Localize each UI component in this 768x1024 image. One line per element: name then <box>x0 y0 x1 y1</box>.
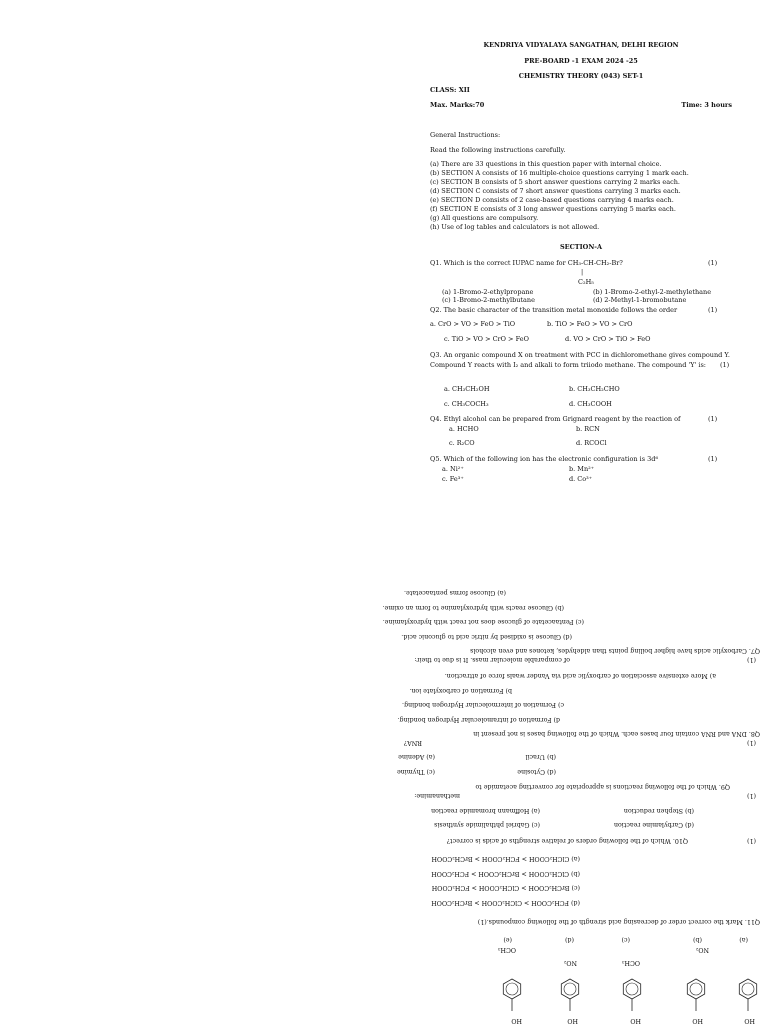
q1-mark: (1) <box>708 259 718 267</box>
compound-substituent: OCH₃ <box>498 946 516 953</box>
q6-option-a: (a) Glucose forms pentaacetate. <box>403 589 506 596</box>
q3-line1: Q3. An organic compound X on treatment with PCC in dichloromethane gives compound Y. <box>430 351 730 359</box>
q6-option-b: (b) Glucose reacts with hydroxylamine to form an oxime. <box>382 604 564 611</box>
instruction-item: (e) SECTION D consists of 2 case-based questions carrying 4 marks each. <box>430 196 674 204</box>
instruction-item: (d) SECTION C consists of 7 short answer questions carrying 3 marks each. <box>430 187 681 195</box>
aromatic-circle <box>626 983 638 995</box>
instruction-item: (h) Use of log tables and calculators is not allowed. <box>430 223 600 231</box>
q4-option-a: a. HCHO <box>449 425 479 433</box>
q10-option-c: (c) BrCH₂COOH > ClCH₂COOH > FCH₂COOH <box>431 884 580 891</box>
q1-option-b: (b) 1-Bromo-2-ethyl-2-methylethane <box>593 288 712 296</box>
q4-mark: (1) <box>708 415 718 423</box>
compound-substituent: NO₂ <box>695 946 709 953</box>
q5-option-a: a. Ni²⁺ <box>442 465 464 473</box>
q5-text: Q5. Which of the following ion has the electronic configuration is 3d⁶ <box>430 455 659 463</box>
q2-option-d: d. VO > CrO > TiO > FeO <box>565 335 651 343</box>
q1-option-c: (c) 1-Bromo-2-methylbutane <box>442 296 535 304</box>
instruction-item: (g) All questions are compulsory. <box>430 214 539 222</box>
aromatic-circle <box>564 983 576 995</box>
q9-line2: methanamine: <box>414 792 460 799</box>
q10-text: Q10. Which of the following orders of relative strengths of acids is correct? <box>446 837 688 844</box>
q9-option-a: (a) Hoffmann bromamide reaction <box>431 807 540 814</box>
aromatic-circle <box>742 983 754 995</box>
time-allowed: Time: 3 hours <box>681 101 732 109</box>
aromatic-circle <box>690 983 702 995</box>
compound-oh: HO <box>744 1017 755 1024</box>
instruction-item: (a) There are 33 questions in this question paper with internal choice. <box>430 160 662 168</box>
compound-oh: HO <box>567 1017 578 1024</box>
compound-label: (b) <box>693 936 702 943</box>
instructions-title: General Instructions: <box>430 131 501 139</box>
aromatic-circle <box>506 983 518 995</box>
q5-option-b: b. Mn²⁺ <box>569 465 595 473</box>
q10-option-b: (b) ClCH₂COOH > BrCH₂COOH > FCH₂COOH <box>431 870 580 877</box>
q8-mark: (1) <box>747 739 756 746</box>
q7-option-c: c) Formation of intermolecular Hydrogen bonding. <box>402 701 564 708</box>
q7-line1: Q7. Carboxylic acids have higher boiling points than aldehydes, ketones and even alcohols <box>470 647 760 654</box>
q8-option-a: (a) Adenine <box>398 753 435 760</box>
q1-option-a: (a) 1-Bromo-2-ethylpropane <box>442 288 534 296</box>
paper-title: CHEMISTRY THEORY (043) SET-1 <box>518 72 644 80</box>
q2-option-b: b. TiO > FeO > VO > CrO <box>547 320 633 328</box>
q4-option-b: b. RCN <box>576 425 600 433</box>
instruction-item: (b) SECTION A consists of 16 multiple-choice questions carrying 1 mark each. <box>430 169 689 177</box>
q9-option-c: (c) Gabriel phthalimide synthesis <box>434 821 540 828</box>
q5-option-d: d. Co³⁺ <box>569 475 593 483</box>
q3-option-c: c. CH₃COCH₃ <box>444 400 489 408</box>
q2-mark: (1) <box>708 306 718 314</box>
q7-option-d: d) Formation of intramolecular Hydrogen bonding. <box>397 716 560 723</box>
q6-option-c: (c) Pentaacetate of glucose does not react with hydroxylamine. <box>382 618 584 625</box>
q9-option-d: (d) Carbylamine reaction <box>613 821 694 828</box>
q3-option-a: a. CH₃CH₂OH <box>444 385 490 393</box>
section-a-heading: SECTION-A <box>559 243 603 251</box>
q6-option-d: (d) Glucose is oxidised by nitric acid to gluconic acid. <box>401 633 572 640</box>
compound-label: (e) <box>503 936 512 943</box>
q2-option-a: a. CrO > VO > FeO > TiO <box>430 320 516 328</box>
q1-text: Q1. Which is the correct IUPAC name for CH₃-CH-CH₂-Br? <box>430 259 623 267</box>
q10-mark: (1) <box>747 837 756 844</box>
org-title: KENDRIYA VIDYALAYA SANGATHAN, DELHI REGION <box>483 41 679 49</box>
compound-oh: HO <box>630 1017 641 1024</box>
q3-line2: Compound Y reacts with I₂ and alkali to form triiodo methane. The compound 'Y' is: <box>430 361 706 369</box>
q4-option-d: d. RCOCl <box>576 439 607 447</box>
class-label: CLASS: XII <box>430 86 470 94</box>
q7-line2: of comparable molecular mass. It is due to their: <box>414 656 570 663</box>
compound-oh: HO <box>692 1017 703 1024</box>
q9-mark: (1) <box>747 792 756 799</box>
q10-option-a: (a) ClCH₂COOH > FCH₂COOH > BrCH₂COOH <box>431 855 580 862</box>
q8-line1: Q8. DNA and RNA contain four bases each. Which of the following bases is not present in <box>473 730 760 737</box>
q7-option-a: a) More extensive association of carboxylic acid via Vander waals force of attraction. <box>444 672 716 679</box>
q3-option-b: b. CH₃CH₂CHO <box>569 385 620 393</box>
q1-option-d: (d) 2-Methyl-1-bromobutane <box>593 296 687 304</box>
q1-branch-bar: | <box>581 268 584 276</box>
q3-mark: (1) <box>720 361 730 369</box>
q8-option-b: (b) Uracil <box>525 753 556 760</box>
q2-text: Q2. The basic character of the transition metal monoxide follows the order <box>430 306 678 314</box>
exam-title: PRE-BOARD -1 EXAM 2024 -25 <box>524 57 638 65</box>
q8-line2: RNA? <box>403 739 422 746</box>
q4-text: Q4. Ethyl alcohol can be prepared from Grignard reagent by the reaction of <box>430 415 681 423</box>
compound-substituent: NO₂ <box>563 959 577 966</box>
q4-option-c: c. R₂CO <box>449 439 475 447</box>
compound-substituent: OCH₃ <box>622 959 640 966</box>
q8-option-d: (d) Cytosine <box>517 768 556 775</box>
instruction-item: (c) SECTION B consists of 5 short answer questions carrying 2 marks each. <box>430 178 680 186</box>
q11-text: Q11. Mark the correct order of decreasing acid strength of the following compounds.(1) <box>477 918 760 925</box>
instructions-intro: Read the following instructions carefully. <box>430 146 566 154</box>
q5-mark: (1) <box>708 455 718 463</box>
q9-option-b: (b) Stephen reduction <box>623 807 694 814</box>
q10-option-d: (d) FCH₂COOH > ClCH₂COOH > BrCH₂COOH <box>431 899 580 906</box>
compound-label: (a) <box>739 936 748 943</box>
inverted-page-section <box>382 589 760 1024</box>
q9-line1: Q9. Which of the following reactions is appropriate for converting acetamide to <box>475 783 730 790</box>
q7-mark: (1) <box>747 656 756 663</box>
q7-option-b: b) Formation of carboxylate ion. <box>409 687 512 694</box>
compound-label: (c) <box>621 936 630 943</box>
q1-branch: C₂H₅ <box>578 278 594 286</box>
q8-option-c: (c) Thymine <box>396 768 435 775</box>
max-marks: Max. Marks:70 <box>430 101 485 109</box>
compound-label: (d) <box>565 936 574 943</box>
instruction-item: (f) SECTION E consists of 3 long answer questions carrying 5 marks each. <box>430 205 676 213</box>
q3-option-d: d. CH₃COOH <box>569 400 612 408</box>
q2-option-c: c. TiO > VO > CrO > FeO <box>444 335 529 343</box>
compound-oh: HO <box>511 1017 522 1024</box>
q5-option-c: c. Fe³⁺ <box>442 475 464 483</box>
